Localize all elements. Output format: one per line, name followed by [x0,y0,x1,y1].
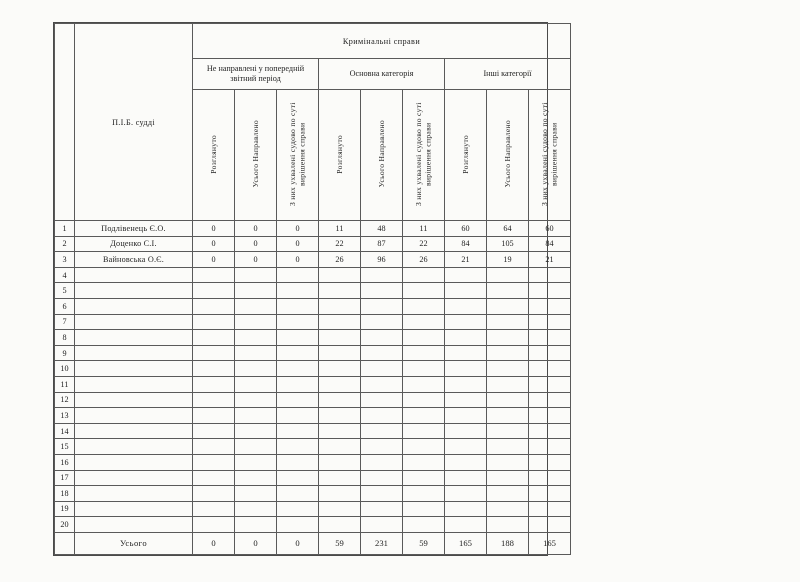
group-header-not-sent: Не направлені у попередній звітний період [193,59,319,90]
cell-value-0: 0 [193,236,235,252]
cell-value-5 [403,486,445,502]
cell-value-1 [235,454,277,470]
cell-value-1 [235,267,277,283]
cell-value-5 [403,345,445,361]
judge-name-cell [75,298,193,314]
table-row [55,345,571,361]
cell-value-2 [277,423,319,439]
cell-value-5 [403,408,445,424]
table-row [55,376,571,392]
cell-value-3 [319,330,361,346]
table-row [55,252,571,268]
group-header-main-category: Основна категорія [319,59,445,90]
row-number: 13 [55,408,75,424]
row-number: 5 [55,283,75,299]
row-number: 12 [55,392,75,408]
table-title: Кримінальні справи [193,24,571,59]
judge-name-cell [75,423,193,439]
cell-value-5 [403,517,445,533]
row-number: 20 [55,517,75,533]
cell-value-2 [277,517,319,533]
cell-value-5 [403,361,445,377]
cell-value-5 [403,392,445,408]
cell-value-1 [235,439,277,455]
cell-value-7 [487,517,529,533]
cell-value-0 [193,486,235,502]
cell-value-1 [235,361,277,377]
row-number: 15 [55,439,75,455]
table-header [55,24,571,221]
table-row [55,454,571,470]
rownum-header-cell [55,24,75,221]
table-row [55,408,571,424]
column-header-decided-3: З них ухвалені судово по суті вирішення справи [529,90,571,221]
cell-value-5: 22 [403,236,445,252]
cell-value-7 [487,376,529,392]
judge-name-header: П.І.Б. судді [75,24,193,221]
cell-value-1 [235,423,277,439]
cell-value-7 [487,345,529,361]
cell-value-8 [529,454,571,470]
column-header-reviewed-3: Розглянуто [445,90,487,221]
cell-value-3 [319,314,361,330]
cell-value-5 [403,330,445,346]
row-number: 8 [55,330,75,346]
cell-value-0 [193,283,235,299]
column-header-sent-total-1: Усього Направлено [235,90,277,221]
cell-value-0 [193,470,235,486]
row-number: 19 [55,501,75,517]
judge-name-cell [75,314,193,330]
row-number: 16 [55,454,75,470]
row-number: 2 [55,236,75,252]
cell-value-2 [277,298,319,314]
cell-value-1 [235,283,277,299]
column-header-sent-total-3: Усього Направлено [487,90,529,221]
column-header-reviewed-2: Розглянуто [319,90,361,221]
total-value-0: 0 [193,532,235,554]
table-row [55,314,571,330]
cell-value-0: 0 [193,221,235,237]
cell-value-1 [235,392,277,408]
table-row [55,330,571,346]
table-row [55,439,571,455]
cell-value-3 [319,470,361,486]
cell-value-1 [235,408,277,424]
table-row [55,221,571,237]
cell-value-4 [361,517,403,533]
judge-name-cell [75,501,193,517]
total-label: Усього [75,532,193,554]
cell-value-4: 48 [361,221,403,237]
cell-value-8 [529,314,571,330]
cell-value-7 [487,439,529,455]
table-footer [55,532,571,554]
row-number: 3 [55,252,75,268]
cell-value-4 [361,376,403,392]
cell-value-1 [235,298,277,314]
cell-value-0: 0 [193,252,235,268]
cell-value-3 [319,423,361,439]
total-value-8: 165 [529,532,571,554]
table-row [55,501,571,517]
cell-value-8 [529,423,571,439]
cell-value-3 [319,501,361,517]
cell-value-6 [445,517,487,533]
criminal-cases-table [54,23,571,555]
cell-value-0 [193,314,235,330]
cell-value-1 [235,517,277,533]
cell-value-6 [445,267,487,283]
cell-value-0 [193,361,235,377]
cell-value-6 [445,501,487,517]
cell-value-2: 0 [277,252,319,268]
total-value-4: 231 [361,532,403,554]
cell-value-3: 22 [319,236,361,252]
cell-value-4 [361,361,403,377]
cell-value-1: 0 [235,236,277,252]
cell-value-6 [445,283,487,299]
cell-value-0 [193,392,235,408]
cell-value-2 [277,283,319,299]
cell-value-8 [529,361,571,377]
cell-value-0 [193,454,235,470]
cell-value-6 [445,392,487,408]
table-row [55,486,571,502]
cell-value-8 [529,486,571,502]
judge-name-cell [75,345,193,361]
cell-value-4 [361,345,403,361]
cell-value-5 [403,439,445,455]
cell-value-4 [361,298,403,314]
cell-value-0 [193,517,235,533]
cell-value-4 [361,439,403,455]
cell-value-7 [487,330,529,346]
cell-value-5: 11 [403,221,445,237]
table-row [55,361,571,377]
row-number: 17 [55,470,75,486]
cell-value-1 [235,470,277,486]
cell-value-6 [445,361,487,377]
total-value-2: 0 [277,532,319,554]
judge-name-cell [75,439,193,455]
cell-value-3 [319,439,361,455]
cell-value-2 [277,376,319,392]
cell-value-6 [445,470,487,486]
total-value-6: 165 [445,532,487,554]
cell-value-4 [361,314,403,330]
judge-name-cell [75,376,193,392]
cell-value-5 [403,298,445,314]
table-row [55,267,571,283]
column-header-reviewed-1: Розглянуто [193,90,235,221]
table-row [55,298,571,314]
cell-value-7 [487,361,529,377]
cell-value-3: 11 [319,221,361,237]
cell-value-5 [403,470,445,486]
judge-name-cell [75,267,193,283]
table-row [55,517,571,533]
judge-name-cell: Доценко С.І. [75,236,193,252]
judge-name-cell [75,470,193,486]
total-value-3: 59 [319,532,361,554]
cell-value-3 [319,361,361,377]
cell-value-7 [487,298,529,314]
cell-value-7 [487,454,529,470]
cell-value-2 [277,361,319,377]
cell-value-6: 84 [445,236,487,252]
cell-value-6 [445,423,487,439]
row-number: 7 [55,314,75,330]
cell-value-6 [445,314,487,330]
statistics-table-container [53,22,559,556]
cell-value-3: 26 [319,252,361,268]
judge-name-cell [75,454,193,470]
cell-value-4 [361,408,403,424]
cell-value-0 [193,330,235,346]
judge-name-cell [75,361,193,377]
table-body [55,221,571,533]
cell-value-3 [319,345,361,361]
cell-value-3 [319,408,361,424]
cell-value-8 [529,392,571,408]
cell-value-8 [529,345,571,361]
row-number: 18 [55,486,75,502]
cell-value-2 [277,330,319,346]
cell-value-3 [319,392,361,408]
row-number: 14 [55,423,75,439]
cell-value-7: 105 [487,236,529,252]
cell-value-8 [529,330,571,346]
cell-value-3 [319,298,361,314]
cell-value-8 [529,267,571,283]
cell-value-2 [277,408,319,424]
cell-value-6 [445,298,487,314]
cell-value-1 [235,486,277,502]
cell-value-8 [529,439,571,455]
cell-value-0 [193,408,235,424]
cell-value-5 [403,423,445,439]
column-header-sent-total-2: Усього Направлено [361,90,403,221]
cell-value-5 [403,376,445,392]
cell-value-1 [235,376,277,392]
cell-value-2 [277,439,319,455]
judge-name-cell [75,330,193,346]
cell-value-8 [529,470,571,486]
table-row [55,283,571,299]
total-value-7: 188 [487,532,529,554]
cell-value-7 [487,314,529,330]
cell-value-4 [361,392,403,408]
cell-value-5: 26 [403,252,445,268]
cell-value-7 [487,470,529,486]
row-number: 11 [55,376,75,392]
cell-value-3 [319,454,361,470]
judge-name-cell [75,517,193,533]
cell-value-8 [529,517,571,533]
cell-value-6 [445,376,487,392]
cell-value-6: 21 [445,252,487,268]
total-value-1: 0 [235,532,277,554]
cell-value-1: 0 [235,252,277,268]
cell-value-6 [445,454,487,470]
cell-value-0 [193,501,235,517]
row-number: 4 [55,267,75,283]
cell-value-8: 84 [529,236,571,252]
cell-value-0 [193,345,235,361]
cell-value-7 [487,408,529,424]
table-row [55,470,571,486]
judge-name-cell [75,392,193,408]
header-row-title [55,24,571,59]
judge-name-cell: Подлівенець Є.О. [75,221,193,237]
cell-value-8 [529,298,571,314]
cell-value-4 [361,283,403,299]
cell-value-7 [487,423,529,439]
cell-value-2: 0 [277,236,319,252]
cell-value-1: 0 [235,221,277,237]
cell-value-4 [361,486,403,502]
group-header-other-categories: Інші категорії [445,59,571,90]
cell-value-2 [277,486,319,502]
cell-value-4 [361,454,403,470]
row-number: 9 [55,345,75,361]
cell-value-4: 96 [361,252,403,268]
cell-value-5 [403,267,445,283]
judge-name-cell [75,283,193,299]
judge-name-cell [75,408,193,424]
cell-value-7: 64 [487,221,529,237]
row-number: 1 [55,221,75,237]
row-number: 10 [55,361,75,377]
cell-value-2 [277,345,319,361]
column-header-decided-2: З них ухвалені судово по суті вирішення справи [403,90,445,221]
cell-value-4: 87 [361,236,403,252]
cell-value-8 [529,408,571,424]
cell-value-4 [361,501,403,517]
cell-value-7 [487,486,529,502]
cell-value-8 [529,283,571,299]
cell-value-0 [193,376,235,392]
cell-value-1 [235,330,277,346]
cell-value-7 [487,501,529,517]
cell-value-6 [445,486,487,502]
cell-value-2 [277,454,319,470]
cell-value-2 [277,392,319,408]
cell-value-1 [235,345,277,361]
cell-value-6 [445,345,487,361]
cell-value-4 [361,267,403,283]
cell-value-0 [193,439,235,455]
total-value-5: 59 [403,532,445,554]
total-row [55,532,571,554]
cell-value-6 [445,408,487,424]
cell-value-0 [193,298,235,314]
cell-value-2 [277,501,319,517]
cell-value-5 [403,314,445,330]
column-header-decided-1: З них ухвалені судово по суті вирішення справи [277,90,319,221]
cell-value-2 [277,314,319,330]
cell-value-4 [361,470,403,486]
cell-value-0 [193,267,235,283]
cell-value-5 [403,501,445,517]
cell-value-6 [445,439,487,455]
cell-value-0 [193,423,235,439]
cell-value-3 [319,376,361,392]
cell-value-2 [277,267,319,283]
cell-value-8 [529,501,571,517]
table-row [55,423,571,439]
cell-value-4 [361,330,403,346]
cell-value-3 [319,517,361,533]
total-rownum-cell [55,532,75,554]
cell-value-2 [277,470,319,486]
table-row [55,236,571,252]
row-number: 6 [55,298,75,314]
cell-value-5 [403,283,445,299]
cell-value-4 [361,423,403,439]
cell-value-3 [319,486,361,502]
cell-value-6 [445,330,487,346]
cell-value-7 [487,392,529,408]
cell-value-8: 21 [529,252,571,268]
cell-value-1 [235,501,277,517]
table-row [55,392,571,408]
cell-value-7 [487,283,529,299]
cell-value-6: 60 [445,221,487,237]
judge-name-cell [75,486,193,502]
cell-value-3 [319,283,361,299]
cell-value-8 [529,376,571,392]
cell-value-7 [487,267,529,283]
cell-value-1 [235,314,277,330]
cell-value-3 [319,267,361,283]
cell-value-7: 19 [487,252,529,268]
cell-value-5 [403,454,445,470]
cell-value-8: 60 [529,221,571,237]
judge-name-cell: Вайновська О.Є. [75,252,193,268]
cell-value-2: 0 [277,221,319,237]
